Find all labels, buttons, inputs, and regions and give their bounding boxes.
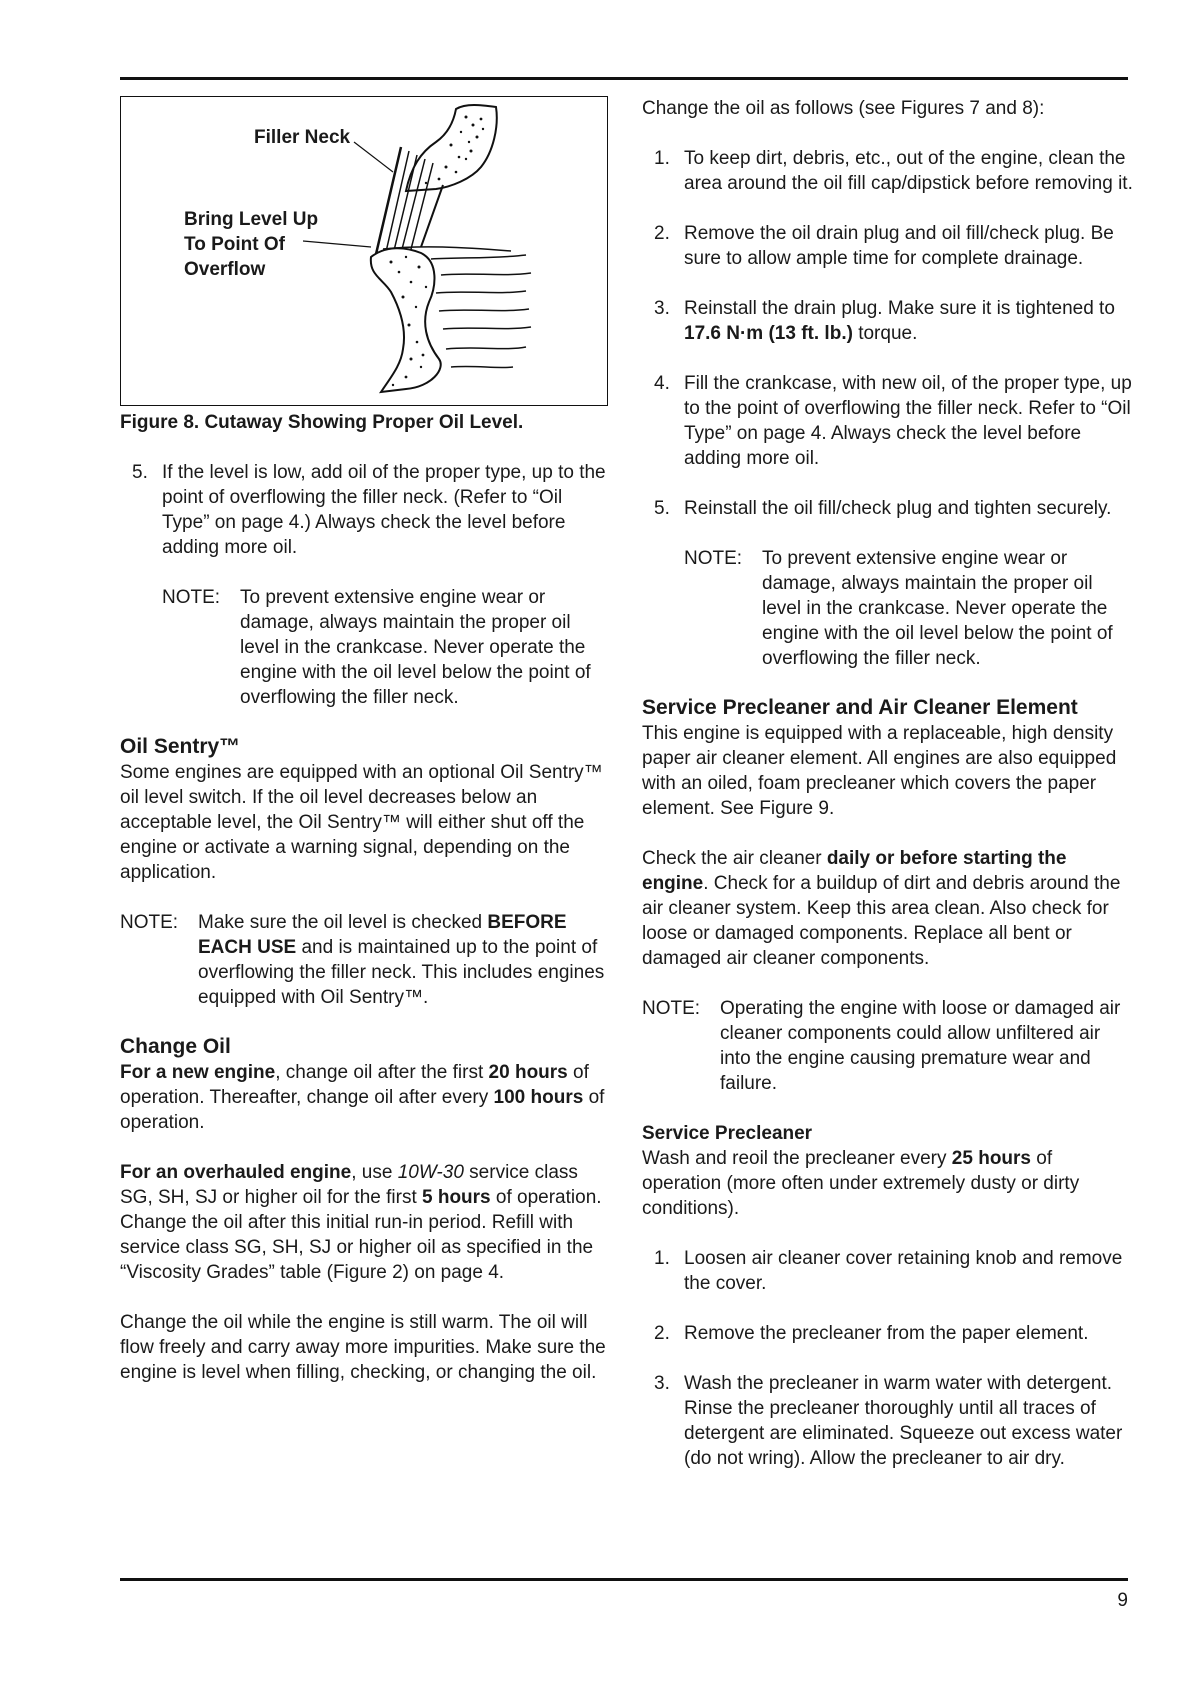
change-oil-intro: Change the oil as follows (see Figures 7 and 8):	[642, 98, 1045, 119]
list-item: 1. To keep dirt, debris, etc., out of the engine, clean the area around the oil fill cap/dipstick before removing it.	[654, 148, 1133, 194]
note-text: Operating the engine with loose or damaged air cleaner components could allow unfiltered air into the engine causing premature wear and failure.	[720, 998, 1121, 1094]
top-rule	[120, 77, 1128, 80]
note-oil-level	[120, 585, 608, 710]
list-item: 2. Remove the oil drain plug and oil fill/check plug. Be sure to allow ample time for complete drainage.	[654, 223, 1114, 269]
overhauled-engine-paragraph: For an overhauled engine, use 10W-30 service class SG, SH, SJ or higher oil for the first 5 hours of operation. Change the oil after this initial run-in period. Refill with service class SG, SH, SJ or higher oil as specified in the “Viscosity Grades” table (Figure 2) on page 4.	[120, 1162, 602, 1283]
note-label: NOTE:	[684, 548, 743, 569]
note-text: To prevent extensive engine wear or damage, always maintain the proper oil level in the crankcase. Never operate the engine with the oil level below the point of overflowing the filler neck.	[240, 587, 591, 708]
filler-neck-label: Filler Neck	[254, 127, 351, 148]
change-oil-steps	[642, 146, 1134, 521]
precleaner-paragraph: Wash and reoil the precleaner every 25 hours of operation (more often under extremely dusty or dirty conditions).	[642, 1148, 1080, 1219]
right-column	[642, 96, 1134, 1471]
figure-caption: Figure 8. Cutaway Showing Proper Oil Level.	[120, 412, 524, 433]
list-item: 3. Wash the precleaner in warm water with detergent. Rinse the precleaner thoroughly until all traces of detergent are eliminated. Squeeze out excess water (do not wring). Allow the precleaner to air dry.	[654, 1373, 1123, 1469]
note-text: Make sure the oil level is checked BEFORE EACH USE and is maintained up to the point of overflowing the filler neck. This includes engines equipped with Oil Sentry™.	[198, 912, 605, 1008]
warm-engine-paragraph: Change the oil while the engine is still warm. The oil will flow freely and carry away more impurities. Make sure the engine is level when filling, checking, or changing the oil.	[120, 1312, 606, 1383]
bottom-rule	[120, 1578, 1128, 1581]
bring-level-label-3: Overflow	[184, 259, 266, 280]
level-leader	[303, 241, 371, 247]
left-steps	[120, 460, 608, 560]
list-item: 5. Reinstall the oil fill/check plug and tighten securely.	[654, 498, 1112, 519]
note-loose-components	[642, 996, 1134, 1096]
list-item	[120, 460, 608, 560]
list-item: 2. Remove the precleaner from the paper element.	[654, 1323, 1089, 1344]
new-engine-paragraph: For a new engine, change oil after the first 20 hours of operation. Thereafter, change oil after every 100 hours of operation.	[120, 1062, 605, 1133]
bring-level-label-1: Bring Level Up	[184, 209, 319, 230]
oil-sentry-paragraph: Some engines are equipped with an optional Oil Sentry™ oil level switch. If the oil level decreases below an acceptable level, the Oil Sentry™ will either shut off the engine or activate a warning signal, depending on the application.	[120, 762, 603, 883]
note-oil-level	[642, 546, 1134, 671]
note-text: To prevent extensive engine wear or damage, always maintain the proper oil level in the crankcase. Never operate the engine with the oil level below the point of overflowing the filler neck.	[762, 548, 1113, 669]
list-item: 1. Loosen air cleaner cover retaining knob and remove the cover.	[654, 1248, 1123, 1294]
bring-level-label-2: To Point Of	[184, 234, 285, 255]
precleaner-steps	[642, 1246, 1134, 1471]
figure-8	[120, 96, 608, 406]
oil-sentry-heading: Oil Sentry™	[120, 735, 241, 758]
note-label: NOTE:	[642, 998, 701, 1019]
note-before-each-use	[120, 910, 608, 1010]
step-number: 5.	[132, 462, 148, 483]
service-paragraph: This engine is equipped with a replaceable, high density paper air cleaner element. All engines are also equipped with an oiled, foam precleaner which covers the paper element. See Figure 9.	[642, 723, 1117, 819]
left-column	[120, 96, 608, 1385]
note-label: NOTE:	[162, 587, 221, 608]
service-air-cleaner-heading: Service Precleaner and Air Cleaner Element	[642, 696, 1078, 719]
note-label: NOTE:	[120, 912, 179, 933]
step-text: If the level is low, add oil of the proper type, up to the point of overflowing the filler neck. (Refer to “Oil Type” on page 4.) Always check the level before adding more oil.	[162, 462, 606, 558]
check-air-cleaner-paragraph: Check the air cleaner daily or before starting the engine. Check for a buildup of dirt and debris around the air cleaner system. Keep this area clean. Also check for loose or damaged components. Replace all bent or damaged air cleaner components.	[642, 848, 1121, 969]
page-number: 9	[1117, 1590, 1128, 1611]
service-precleaner-heading: Service Precleaner	[642, 1123, 813, 1144]
filler-neck-leader	[354, 142, 393, 172]
list-item: 4. Fill the crankcase, with new oil, of the proper type, up to the point of overflowing the filler neck. Refer to “Oil Type” on page 4. Always check the level before adding more oil.	[654, 373, 1132, 469]
change-oil-heading: Change Oil	[120, 1035, 231, 1058]
list-item: 3. Reinstall the drain plug. Make sure it is tightened to 17.6 N·m (13 ft. lb.) torque.	[654, 298, 1115, 344]
